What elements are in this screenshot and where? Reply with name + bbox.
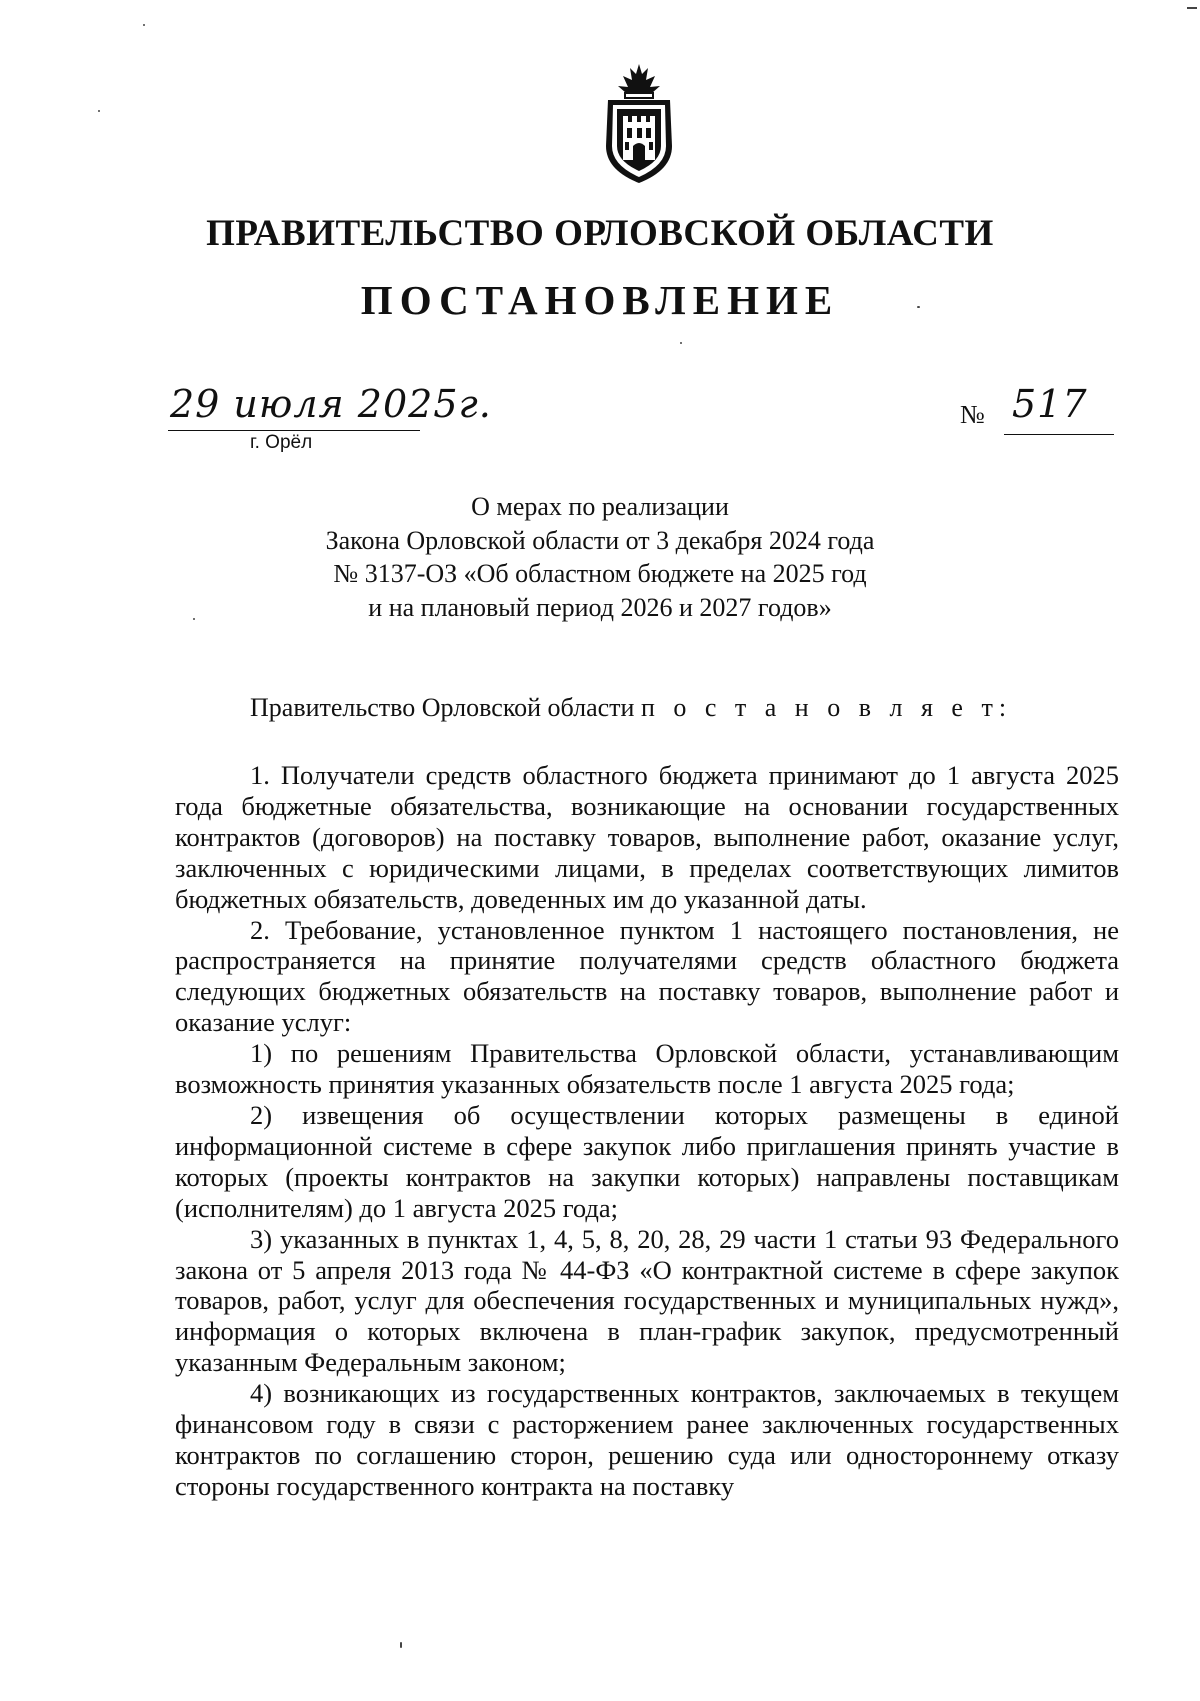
scan-speck <box>680 342 682 344</box>
date-underline <box>168 430 420 431</box>
handwritten-date: 29 июля 2025г. <box>170 382 492 426</box>
subject-line: Закона Орловской области от 3 декабря 2024 года <box>325 525 875 555</box>
organization-title: ПРАВИТЕЛЬСТВО ОРЛОВСКОЙ ОБЛАСТИ <box>206 213 994 254</box>
city-label: г. Орёл <box>250 432 313 453</box>
handwritten-number: 517 <box>1012 382 1088 426</box>
number-sign: № <box>960 400 985 429</box>
number-underline <box>1004 434 1114 435</box>
document-type-heading: ПОСТАНОВЛЕНИЕ <box>360 277 840 323</box>
subject-line: О мерах по реализации <box>471 492 729 521</box>
subclause-4: 4) возникающих из государственных контрактов, заключаемых в текущем финансовом году в связи с расторжением ранее заключенных государственных контрактов по соглашению сторон, решению суда или одностороннему отказу стороны государственного контракта на поставку <box>175 1378 1119 1501</box>
subclause-1: 1) по решениям Правительства Орловской области, устанавливающим возможность принятия указанных обязательств после 1 августа 2025 года; <box>175 1038 1119 1100</box>
scan-speck <box>193 618 195 620</box>
subject-line: и на плановый период 2026 и 2027 годов» <box>368 592 832 622</box>
clause-2: 2. Требование, установленное пунктом 1 настоящего постановления, не распространяется на принятие получателями средств областного бюджета следующих бюджетных обязательств на поставку товаров, выполнение работ и оказание услуг: <box>175 914 1119 1038</box>
date-block <box>168 382 492 453</box>
preamble <box>250 693 1012 723</box>
clause-1: 1. Получатели средств областного бюджета принимают до 1 августа 2025 года бюджетные обязательства, возникающие на основании государственных контрактов (договоров) на поставку товаров, выполнение работ, оказание услуг, заключенных с юридическими лицами, в пределах соответствующих лимитов бюджетных обязательств, доведенных им до указанной даты. <box>175 760 1119 914</box>
resolution-body <box>175 760 1119 1502</box>
document-number-block <box>960 382 1120 440</box>
preamble-subject: Правительство Орловской области <box>250 693 635 722</box>
scan-speck <box>917 306 920 308</box>
scan-speck <box>143 24 145 26</box>
subclause-3: 3) указанных в пунктах 1, 4, 5, 8, 20, 28, 29 части 1 статьи 93 Федерального закона от 5 апреля 2013 года № 44-ФЗ «О контрактной системе в сфере закупок товаров, работ, услуг для обеспечения государственных и муниципальных нужд», информация о которых включена в план-график закупок, предусмотренный указанным Федеральным законом; <box>175 1223 1119 1378</box>
scan-speck <box>400 1642 402 1648</box>
coat-of-arms-icon <box>590 60 688 188</box>
scan-speck <box>1187 7 1197 9</box>
preamble-verb: п о с т а н о в л я е т: <box>640 693 1013 722</box>
subclause-2: 2) извещения об осуществлении которых размещены в единой информационной системе в сфере закупок либо приглашения принять участие в которых (проекты контрактов на закупки которых) направлены поставщикам (исполнителям) до 1 августа 2025 года; <box>175 1099 1119 1223</box>
subject-line: № 3137-ОЗ «Об областном бюджете на 2025 год <box>333 559 867 588</box>
scan-speck <box>98 110 100 112</box>
document-subject <box>200 490 1000 624</box>
